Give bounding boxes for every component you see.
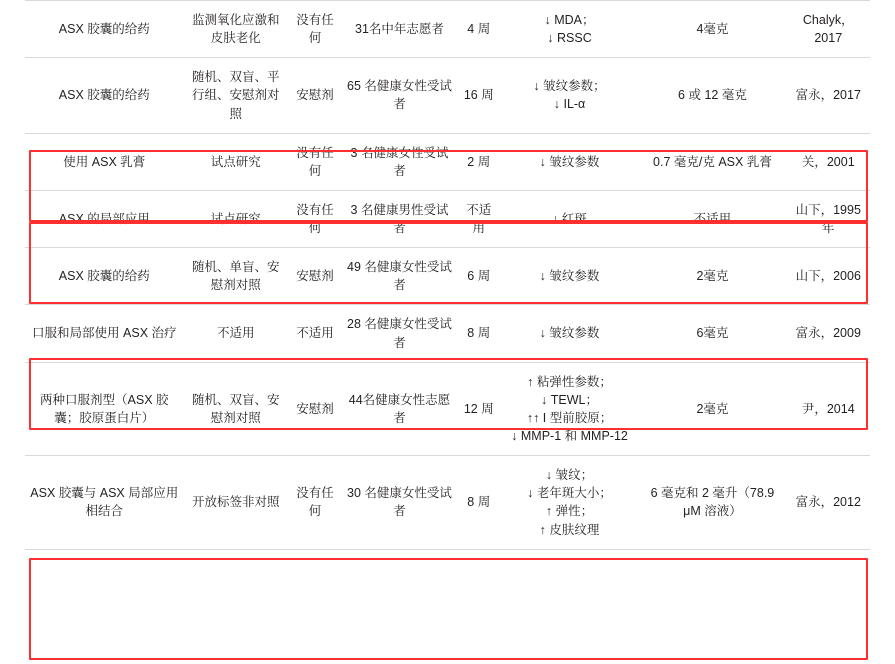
cell-reference: 山下，2006 <box>787 248 871 305</box>
cell-intervention: ASX 的局部应用 <box>25 190 184 247</box>
cell-reference: 富永，2012 <box>787 456 871 550</box>
cell-outcome: ↓ 皱纹； ↓ 老年斑大小； ↑ 弹性； ↑ 皮肤纹理 <box>501 456 639 550</box>
cell-dose: 2毫克 <box>638 362 786 456</box>
cell-control: 没有任何 <box>288 133 342 190</box>
cell-subjects: 31名中年志愿者 <box>342 1 457 58</box>
cell-dose: 0.7 毫克/克 ASX 乳膏 <box>638 133 786 190</box>
cell-subjects: 30 名健康女性受试者 <box>342 456 457 550</box>
table-row <box>25 362 870 456</box>
cell-outcome: ↓ MDA； ↓ RSSC <box>501 1 639 58</box>
cell-design: 随机、单盲、安慰剂对照 <box>184 248 288 305</box>
cell-subjects: 65 名健康女性受试者 <box>342 58 457 133</box>
cell-control: 没有任何 <box>288 190 342 247</box>
cell-control: 安慰剂 <box>288 248 342 305</box>
table-row <box>25 58 870 133</box>
cell-outcome: ↓ 皱纹参数 <box>501 305 639 362</box>
table-row <box>25 190 870 247</box>
cell-dose: 4毫克 <box>638 1 786 58</box>
study-table <box>25 0 870 550</box>
cell-intervention: 两种口服剂型（ASX 胶囊；胶原蛋白片） <box>25 362 184 456</box>
cell-design: 开放标签非对照 <box>184 456 288 550</box>
cell-reference: 尹，2014 <box>787 362 871 456</box>
cell-dose: 6 或 12 毫克 <box>638 58 786 133</box>
cell-control: 没有任何 <box>288 1 342 58</box>
cell-subjects: 28 名健康女性受试者 <box>342 305 457 362</box>
cell-design: 不适用 <box>184 305 288 362</box>
cell-reference: 富永，2009 <box>787 305 871 362</box>
cell-reference: Chalyk，2017 <box>787 1 871 58</box>
cell-duration: 4 周 <box>457 1 501 58</box>
cell-duration: 6 周 <box>457 248 501 305</box>
highlight-row-combined <box>29 558 868 660</box>
cell-design: 试点研究 <box>184 133 288 190</box>
cell-control: 安慰剂 <box>288 58 342 133</box>
cell-duration: 2 周 <box>457 133 501 190</box>
cell-reference: 关，2001 <box>787 133 871 190</box>
cell-reference: 富永，2017 <box>787 58 871 133</box>
cell-outcome: ↓ 皱纹参数 <box>501 133 639 190</box>
cell-reference: 山下，1995年 <box>787 190 871 247</box>
cell-outcome: ↓ 皱纹参数 <box>501 248 639 305</box>
cell-design: 随机、双盲、安慰剂对照 <box>184 362 288 456</box>
cell-design: 随机、双盲、平行组、安慰剂对照 <box>184 58 288 133</box>
cell-intervention: ASX 胶囊的给药 <box>25 248 184 305</box>
cell-intervention: ASX 胶囊的给药 <box>25 1 184 58</box>
cell-design: 试点研究 <box>184 190 288 247</box>
table-body <box>25 1 870 550</box>
cell-intervention: ASX 胶囊与 ASX 局部应用相结合 <box>25 456 184 550</box>
cell-duration: 8 周 <box>457 456 501 550</box>
cell-outcome: ↓ 皱纹参数； ↓ IL-α <box>501 58 639 133</box>
cell-duration: 16 周 <box>457 58 501 133</box>
cell-dose: 不适用 <box>638 190 786 247</box>
cell-control: 不适用 <box>288 305 342 362</box>
cell-intervention: ASX 胶囊的给药 <box>25 58 184 133</box>
table-row <box>25 456 870 550</box>
cell-dose: 6 毫克和 2 毫升（78.9 μM 溶液） <box>638 456 786 550</box>
cell-control: 安慰剂 <box>288 362 342 456</box>
table-row <box>25 133 870 190</box>
table-row <box>25 305 870 362</box>
cell-subjects: 49 名健康女性受试者 <box>342 248 457 305</box>
cell-duration: 不适用 <box>457 190 501 247</box>
table-row <box>25 1 870 58</box>
cell-outcome: ↑ 粘弹性参数； ↓ TEWL； ↑↑ I 型前胶原； ↓ MMP-1 和 MMP-12 <box>501 362 639 456</box>
cell-outcome: ↓ 红斑 <box>501 190 639 247</box>
cell-intervention: 使用 ASX 乳膏 <box>25 133 184 190</box>
cell-intervention: 口服和局部使用 ASX 治疗 <box>25 305 184 362</box>
cell-dose: 2毫克 <box>638 248 786 305</box>
cell-subjects: 3 名健康女性受试者 <box>342 133 457 190</box>
table-row <box>25 248 870 305</box>
cell-duration: 12 周 <box>457 362 501 456</box>
cell-duration: 8 周 <box>457 305 501 362</box>
cell-subjects: 3 名健康男性受试者 <box>342 190 457 247</box>
cell-design: 监测氧化应激和皮肤老化 <box>184 1 288 58</box>
cell-control: 没有任何 <box>288 456 342 550</box>
cell-dose: 6毫克 <box>638 305 786 362</box>
cell-subjects: 44名健康女性志愿者 <box>342 362 457 456</box>
